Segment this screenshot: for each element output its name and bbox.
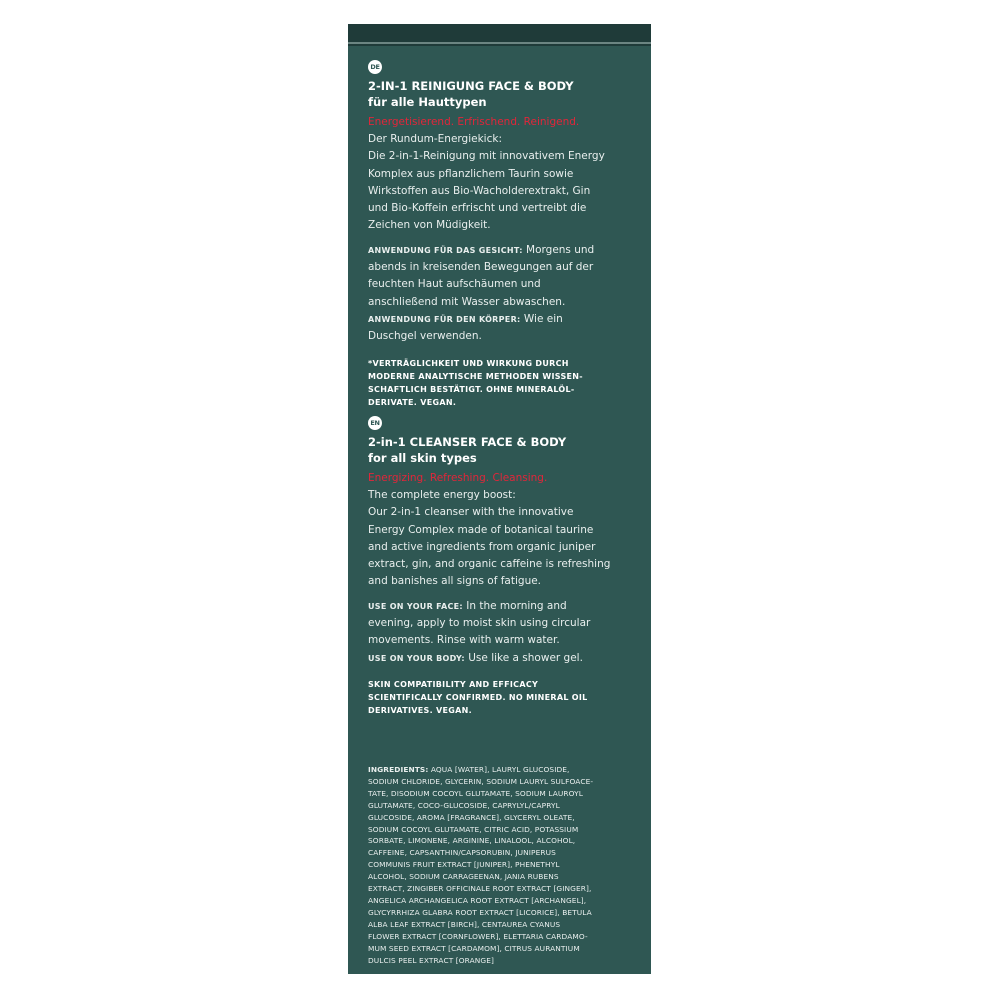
- subtitle-en: for all skin types: [368, 451, 477, 465]
- body-label-en: USE ON YOUR BODY:: [368, 653, 465, 663]
- note-de: *VERTRÄGLICHKEIT UND WIRKUNG DURCH MODERNE ANALYTISCHE METHODEN WISSEN- SCHAFTLICH BESTÄTIGT. OHNE MINERALÖL- DERIVATE. VEGAN.: [368, 358, 583, 408]
- title-de: 2-IN-1 REINIGUNG FACE & BODY: [368, 79, 574, 93]
- body-usage-de: ANWENDUNG FÜR DEN KÖRPER: Wie ein Duschgel verwenden.: [368, 312, 563, 343]
- lang-badge-en: EN: [368, 416, 382, 430]
- top-edge: [348, 24, 651, 46]
- face-label-de: ANWENDUNG FÜR DAS GESICHT:: [368, 245, 523, 255]
- face-usage-de: ANWENDUNG FÜR DAS GESICHT: Morgens und abends in kreisenden Bewegungen auf der feuchten Haut aufschäumen und anschließend mit Wasser abwaschen.: [368, 243, 595, 308]
- note-en: SKIN COMPATIBILITY AND EFFICACY SCIENTIFICALLY CONFIRMED. NO MINERAL OIL DERIVATIVES. VEGAN.: [368, 679, 588, 716]
- section-en: [368, 416, 639, 718]
- tagline-en: Energizing. Refreshing. Cleansing.: [368, 472, 548, 484]
- title-en: 2-in-1 CLEANSER FACE & BODY: [368, 435, 567, 449]
- intro-en: The complete energy boost: Our 2-in-1 cleanser with the innovative Energy Complex made of botanical taurine and active ingredients from organic juniper extract, gin, and organic caffeine is refreshing and banishes all signs of fatigue.: [368, 489, 611, 588]
- tagline-de: Energetisierend. Erfrischend. Reinigend.: [368, 116, 580, 128]
- body-label-de: ANWENDUNG FÜR DEN KÖRPER:: [368, 314, 521, 324]
- face-label-en: USE ON YOUR FACE:: [368, 601, 463, 611]
- subtitle-de: für alle Hauttypen: [368, 95, 487, 109]
- lang-badge-de: DE: [368, 60, 382, 74]
- product-side-panel: [348, 24, 651, 974]
- ingredients-label: INGREDIENTS:: [368, 765, 429, 774]
- intro-de: Der Rundum-Energiekick: Die 2-in-1-Reinigung mit innovativem Energy Komplex aus pflanzlichem Taurin sowie Wirkstoffen aus Bio-Wacholderextrakt, Gin und Bio-Koffein erfrischt und vertreibt die Zeichen von Müdigkeit.: [368, 133, 605, 232]
- face-usage-en: USE ON YOUR FACE: In the morning and evening, apply to moist skin using circular movements. Rinse with warm water.: [368, 599, 591, 647]
- ingredients-list: INGREDIENTS: AQUA [WATER], LAURYL GLUCOSIDE, SODIUM CHLORIDE, GLYCERIN, SODIUM LAURYL SULFOACE- TATE, DISODIUM COCOYL GLUTAMATE, SODIUM LAUROYL GLUTAMATE, COCO-GLUCOSIDE, CAPRYLYL/CAPRYL GLUCOSIDE, AROMA [FRAGRANCE], GLYCERYL OLEATE, SODIUM COCOYL GLUTAMATE, CITRIC ACID, POTASSIUM SORBATE, LIMONENE, ARGININE, LINALOOL, ALCOHOL, CAFFEINE, CAPSANTHIN/CAPSORUBIN, JUNIPERUS COMMUNIS FRUIT EXTRACT [JUNIPER], PHENETHYL ALCOHOL, SODIUM CARRAGEENAN, JANIA RUBENS EXTRACT, ZINGIBER OFFICINALE ROOT EXTRACT [GINGER], ANGELICA ARCHANGELICA ROOT EXTRACT [ARCHANGEL], GLYCYRRHIZA GLABRA ROOT EXTRACT [LICORICE], BETULA ALBA LEAF EXTRACT [BIRCH], CENTAUREA CYANUS FLOWER EXTRACT [CORNFLOWER], ELETTARIA CARDAMO- MUM SEED EXTRACT [CARDAMOM], CITRUS AURANTIUM DULCIS PEEL EXTRACT [ORANGE]: [368, 765, 594, 965]
- body-usage-en: USE ON YOUR BODY: Use like a shower gel.: [368, 651, 583, 664]
- section-de: [368, 60, 639, 409]
